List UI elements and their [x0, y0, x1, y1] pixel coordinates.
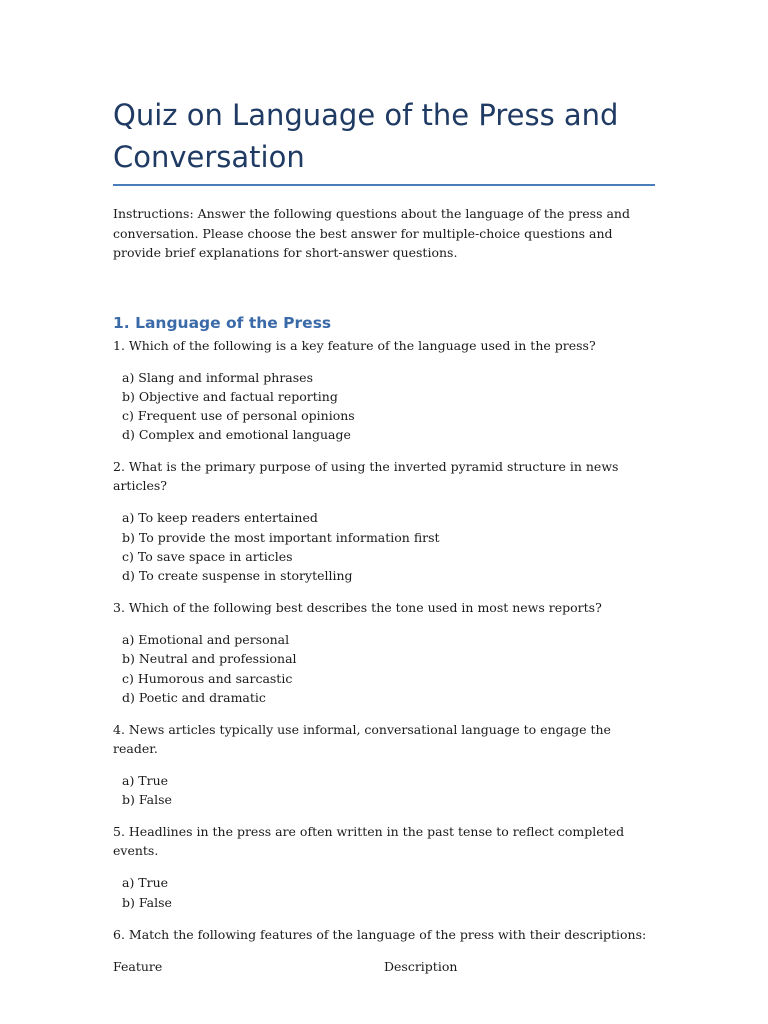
answer-option: d) Complex and emotional language — [122, 427, 351, 443]
column-header-description: Description — [384, 958, 458, 974]
question-block-3 — [113, 598, 656, 707]
answer-option: a) To keep readers entertained — [122, 510, 318, 526]
title-divider — [113, 184, 655, 186]
question-block-4 — [113, 720, 656, 809]
question-text: 2. What is the primary purpose of using the inverted pyramid structure in news articles? — [113, 459, 619, 494]
answer-option: b) False — [122, 894, 172, 910]
answer-option: a) Slang and informal phrases — [122, 369, 313, 385]
answer-option: c) Frequent use of personal opinions — [122, 407, 355, 423]
document-title: Quiz on Language of the Press and Conversation — [113, 98, 619, 174]
answer-option: d) To create suspense in storytelling — [122, 567, 353, 583]
answer-option: c) To save space in articles — [122, 548, 293, 564]
question-text: 3. Which of the following best describes the tone used in most news reports? — [113, 600, 602, 616]
answer-option: c) Humorous and sarcastic — [122, 670, 293, 686]
answer-option: a) Emotional and personal — [122, 632, 290, 648]
answer-options — [122, 873, 656, 911]
answer-option: d) Poetic and dramatic — [122, 689, 266, 705]
question-text: 4. News articles typically use informal, conversational language to engage the reader. — [113, 721, 611, 756]
question-text: 1. Which of the following is a key feature of the language used in the press? — [113, 337, 596, 353]
answer-options — [122, 508, 656, 585]
section-heading-language-of-press: 1. Language of the Press — [113, 313, 332, 332]
answer-option: a) True — [122, 772, 169, 788]
question-block-1 — [113, 336, 656, 445]
instructions-paragraph: Instructions: Answer the following questions about the language of the press and conversation. Please choose the best answer for multiple-choice questions and provide brief explanations for short-answer questions. — [113, 206, 630, 260]
answer-option: b) To provide the most important information first — [122, 529, 440, 545]
question-block-6 — [113, 925, 656, 976]
answer-options — [122, 771, 656, 809]
question-text: 6. Match the following features of the language of the press with their descriptions: — [113, 926, 647, 942]
answer-options — [122, 368, 656, 445]
answer-option: b) Neutral and professional — [122, 651, 297, 667]
question-text: 5. Headlines in the press are often written in the past tense to reflect completed events. — [113, 824, 625, 859]
answer-option: b) False — [122, 792, 172, 808]
question-block-5 — [113, 822, 656, 911]
answer-options — [122, 630, 656, 707]
answer-option: b) Objective and factual reporting — [122, 388, 338, 404]
match-table-header — [113, 957, 656, 976]
answer-option: a) True — [122, 875, 169, 891]
column-header-feature: Feature — [113, 958, 163, 974]
question-block-2 — [113, 457, 656, 585]
